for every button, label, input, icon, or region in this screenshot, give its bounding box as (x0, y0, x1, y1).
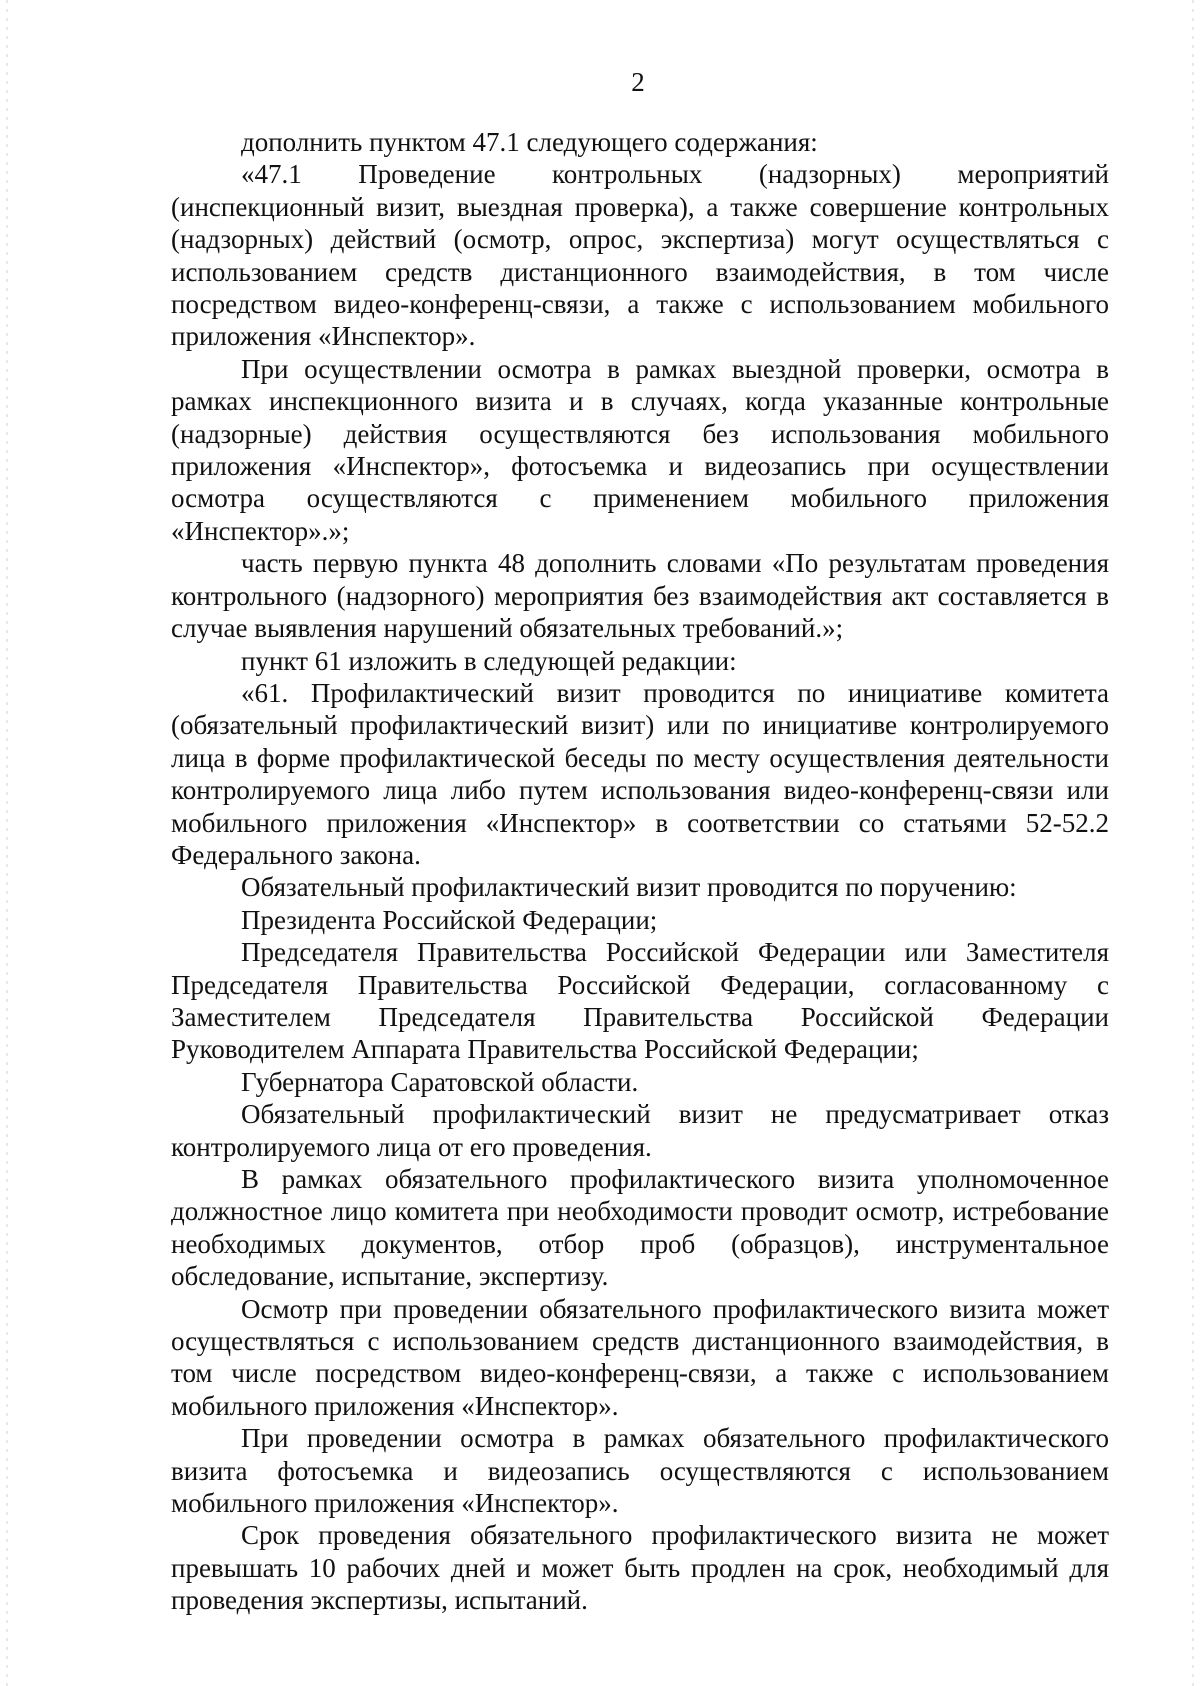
document-body (171, 126, 1109, 1617)
paragraph-inspection-photo-video: При осуществлении осмотра в рамках выездной проверки, осмотра в рамках инспекционного визита и в случаях, когда указанные контрольные (надзорные) действия осуществляются без использования мобильного приложения «Инспектор», фотосъемка и видеозапись при осуществлении осмотра осуществляются с применением мобильного приложения «Инспектор».»; (171, 353, 1109, 546)
paragraph-duration: Срок проведения обязательного профилактического визита не может превышать 10 рабочих дней и может быть продлен на срок, необходимый для проведения экспертизы, испытаний. (171, 1520, 1109, 1616)
paragraph-mandatory-visit-order: Обязательный профилактический визит проводится по поручению: (241, 872, 1017, 903)
paragraph-61-text: «61. Профилактический визит проводится по инициативе комитета (обязательный профилактический визит) или по инициативе контролируемого лица в форме профилактической беседы по месту осуществления деятельности контролируемого лица либо путем использования видео-конференц-связи или мобильного приложения «Инспектор» в соответствии со статьями 52-52.2 Федерального закона. (171, 677, 1109, 870)
paragraph-president: Президента Российской Федерации; (241, 904, 658, 935)
paragraph-47-1-text: «47.1 Проведение контрольных (надзорных) мероприятий (инспекционный визит, выездная проверка), а также совершение контрольных (надзорных) действий (осмотр, опрос, экспертиза) могут осуществляться с использованием средств дистанционного взаимодействия, в том числе посредством видео-конференц-связи, а также с использованием мобильного приложения «Инспектор». (171, 159, 1109, 352)
paragraph-governor: Губернатора Саратовской области. (241, 1066, 639, 1097)
paragraph-photo-video: При проведении осмотра в рамках обязательного профилактического визита фотосъемка и видеозапись осуществляются с использованием мобильного приложения «Инспектор». (171, 1423, 1109, 1519)
page-number: 2 (631, 67, 645, 97)
scan-edge-left (6, 0, 8, 1686)
paragraph-point-61-intro: пункт 61 изложить в следующей редакции: (241, 645, 737, 676)
paragraph-official-actions: В рамках обязательного профилактического визита уполномоченное должностное лицо комитета при необходимости проводит осмотр, истребование необходимых документов, отбор проб (образцов), инструментальное обследование, испытание, экспертизу. (171, 1164, 1109, 1292)
paragraph-remote-inspection: Осмотр при проведении обязательного профилактического визита может осуществляться с использованием средств дистанционного взаимодействия, в том числе посредством видео-конференц-связи, а также с использованием мобильного приложения «Инспектор». (171, 1293, 1109, 1421)
scan-edge-right (1192, 0, 1194, 1686)
paragraph-government-chairman: Председателя Правительства Российской Федерации или Заместителя Председателя Правительства Российской Федерации, согласованному с Заместителем Председателя Правительства Российской Федерации Руководителем Аппарата Правительства Российской Федерации; (171, 937, 1109, 1065)
paragraph-amendment-47-1-intro: дополнить пунктом 47.1 следующего содержания: (241, 127, 818, 157)
paragraph-point-48-amendment: часть первую пункта 48 дополнить словами «По результатам проведения контрольного (надзорного) мероприятия без взаимодействия акт составляется в случае выявления нарушений обязательных требований.»; (171, 548, 1109, 644)
paragraph-no-refusal: Обязательный профилактический визит не предусматривает отказ контролируемого лица от его проведения. (171, 1099, 1109, 1162)
